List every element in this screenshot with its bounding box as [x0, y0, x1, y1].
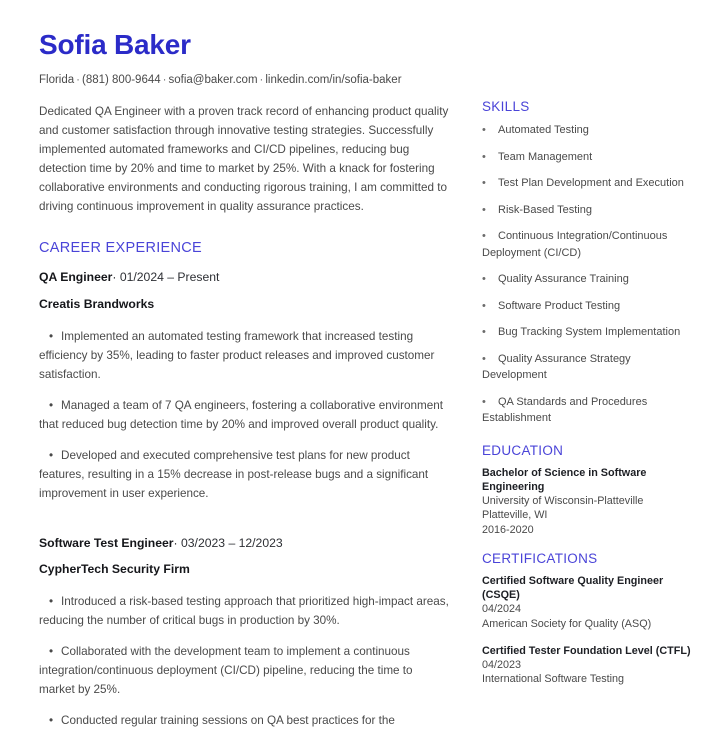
bullet-icon: • [482, 352, 486, 365]
skill-item [482, 122, 697, 139]
skill-item [482, 202, 697, 219]
skill-item [482, 324, 697, 341]
skill-item [482, 175, 697, 192]
skill-item [482, 298, 697, 315]
bullet-icon: • [49, 595, 54, 609]
section-heading-education: EDUCATION [482, 442, 564, 458]
main-column [39, 30, 449, 749]
certification-name: Certified Tester Foundation Level (CTFL) [482, 644, 691, 657]
bullet-icon: • [482, 150, 486, 163]
certification-date: 04/2023 [482, 659, 522, 671]
bullet-icon: • [49, 329, 54, 343]
experience-entry [39, 270, 449, 503]
job-bullet-text: Developed and executed comprehensive test plans for new product features, resulting in a 15% decrease in post-release bugs and a significant improvement in user experience. [39, 448, 429, 500]
contact-location: Florida [39, 73, 75, 86]
skill-item [482, 351, 697, 384]
section-heading-certifications: CERTIFICATIONS [482, 550, 598, 566]
contact-line [39, 73, 449, 88]
sidebar-section-skills [482, 99, 697, 427]
education-location: Platteville, WI [482, 509, 548, 522]
job-bullet-text: Implemented an automated testing framework that increased testing efficiency by 35%, leading to faster product releases and improved customer satisfaction. [39, 329, 435, 381]
skill-label: Software Product Testing [498, 299, 621, 312]
skill-item [482, 228, 697, 261]
education-dates: 2016-2020 [482, 523, 534, 536]
job-company: CypherTech Security Firm [39, 561, 190, 576]
sidebar-section-certifications [482, 551, 697, 687]
skill-label: Risk-Based Testing [498, 203, 592, 216]
skill-item [482, 394, 697, 427]
bullet-icon: • [49, 448, 54, 462]
bullet-icon: • [482, 230, 486, 242]
job-separator: · [173, 535, 178, 550]
education-institution: University of Wisconsin-Platteville [482, 495, 644, 507]
bullet-icon: • [482, 124, 486, 136]
job-dates: 03/2023 – 12/2023 [181, 535, 283, 550]
bullet-icon: • [49, 398, 54, 412]
skills-list [482, 122, 697, 427]
certification-issuer: International Software Testing [482, 673, 625, 686]
experience-entry [39, 536, 449, 731]
skill-label: QA Standards and Procedures Establishment [482, 395, 648, 424]
certification-entry [482, 644, 697, 687]
bullet-icon: • [482, 273, 486, 285]
contact-email[interactable]: sofia@baker.com [168, 73, 258, 86]
sidebar-column [482, 30, 697, 701]
skill-label: Bug Tracking System Implementation [498, 326, 681, 338]
job-bullet-text: Collaborated with the development team to implement a continuous integration/continuous deployment (CI/CD) pipeline, reducing the time to market by 25%. [39, 644, 413, 696]
skill-label: Team Management [498, 150, 593, 163]
education-degree: Bachelor of Science in Software Engineering [482, 466, 647, 493]
bullet-icon: • [482, 299, 486, 312]
job-bullet-text: Conducted regular training sessions on QA best practices for the [61, 713, 395, 727]
bullet-icon: • [482, 203, 486, 216]
skill-item [482, 271, 697, 288]
skill-label: Test Plan Development and Execution [498, 177, 684, 189]
skill-label: Quality Assurance Training [498, 273, 629, 285]
certification-name: Certified Software Quality Engineer (CSQE) [482, 574, 664, 601]
job-bullet [39, 397, 449, 435]
skill-item [482, 149, 697, 166]
job-bullet [39, 643, 449, 700]
job-bullet [39, 447, 449, 504]
certification-date: 04/2024 [482, 603, 522, 616]
contact-separator: · [162, 73, 167, 86]
sidebar-section-education [482, 443, 697, 537]
job-separator: · [112, 270, 117, 285]
job-bullet-text: Introduced a risk-based testing approach that prioritized high-impact areas, reducing the number of critical bugs in production by 30%. [39, 595, 449, 628]
bullet-icon: • [49, 644, 54, 658]
contact-phone: (881) 800-9644 [82, 73, 161, 86]
bullet-icon: • [49, 713, 54, 727]
bullet-icon: • [482, 395, 486, 408]
job-bullet [39, 593, 449, 631]
certification-issuer: American Society for Quality (ASQ) [482, 617, 652, 630]
bullet-icon: • [482, 326, 486, 338]
contact-linkedin[interactable]: linkedin.com/in/sofia-baker [265, 73, 402, 86]
job-bullet-list [39, 593, 449, 731]
job-bullet-text: Managed a team of 7 QA engineers, fostering a collaborative environment that reduced bug detection time by 20% and improved overall product quality. [39, 398, 444, 431]
job-title: QA Engineer [39, 270, 113, 285]
contact-separator: · [76, 73, 80, 86]
job-bullet [39, 712, 449, 731]
page-title: Sofia Baker [39, 29, 191, 60]
certification-entry [482, 574, 697, 631]
job-title: Software Test Engineer [39, 535, 174, 550]
job-header [39, 536, 449, 551]
job-dates: 01/2024 – Present [119, 270, 220, 285]
job-bullet [39, 328, 449, 385]
job-bullet-list [39, 328, 449, 504]
section-heading-skills: SKILLS [482, 99, 530, 114]
job-company: Creatis Brandworks [39, 296, 155, 311]
bullet-icon: • [482, 177, 486, 189]
education-entry [482, 466, 697, 537]
section-heading-experience: CAREER EXPERIENCE [39, 240, 203, 257]
job-header [39, 270, 449, 285]
professional-summary: Dedicated QA Engineer with a proven track record of enhancing product quality and customer satisfaction through innovative testing strategies. Successfully implemented automated frameworks and CI/CD pipelines, reducing bug detection time by 20% and time to market by 25%. With a knack for fostering collaborative environments and conducting rigorous training, I am committed to driving continuous improvement in quality assurance practices. [39, 104, 449, 213]
skill-label: Automated Testing [498, 124, 589, 136]
skill-label: Quality Assurance Strategy Development [482, 352, 631, 381]
spacer [39, 522, 449, 536]
contact-separator: · [259, 73, 264, 86]
skill-label: Continuous Integration/Continuous Deployment (CI/CD) [482, 230, 668, 259]
